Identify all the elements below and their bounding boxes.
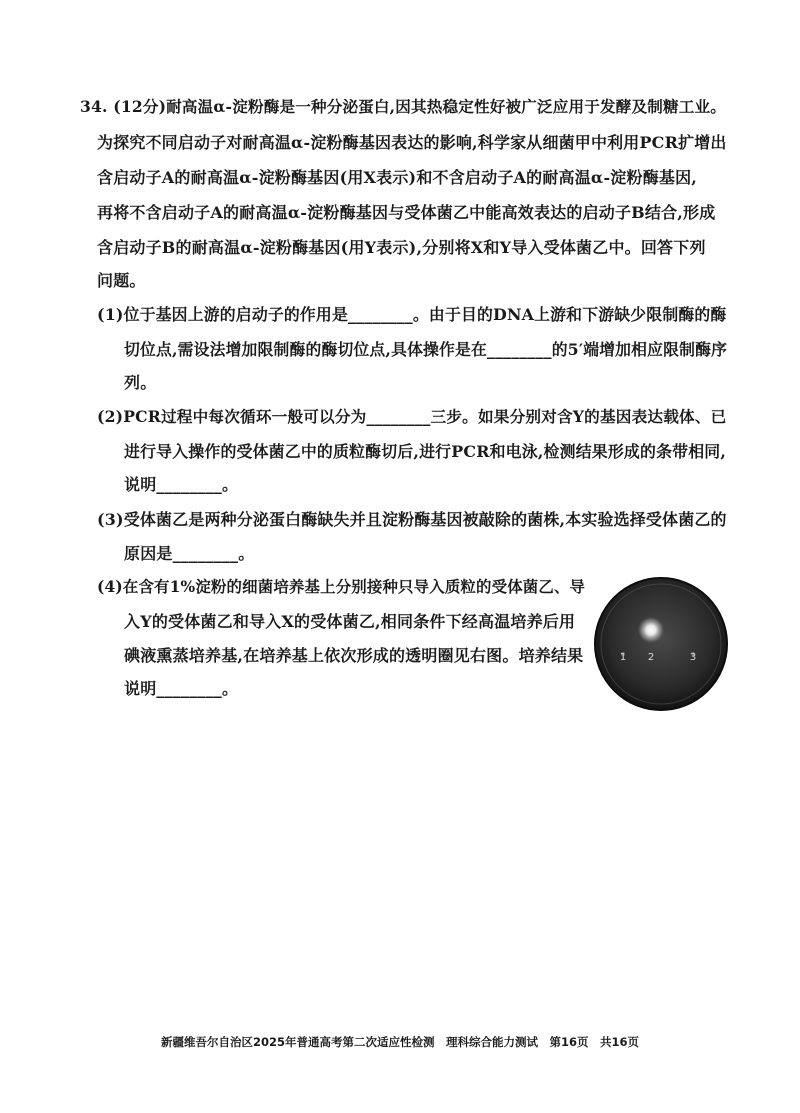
subquestion-4-line: 说明________。 xyxy=(124,679,239,698)
subquestion-2-line: 说明________。 xyxy=(124,475,239,494)
subquestion-4-line: 碘液熏蒸培养基,在培养基上依次形成的透明圈见右图。培养结果 xyxy=(124,646,584,665)
subquestion-4-line: (4)在含有1%淀粉的细菌培养基上分别接种只导入质粒的受体菌乙、导 xyxy=(97,578,586,596)
subquestion-3-line: 原因是________。 xyxy=(124,544,255,563)
question-line: 34. (12分)耐高温α-淀粉酶是一种分泌蛋白,因其热稳定性好被广泛应用于发酵及制糖工业。 xyxy=(80,97,726,116)
subquestion-1-line: 列。 xyxy=(124,373,157,392)
dish-label-3: 3 xyxy=(689,652,697,663)
question-line: 含启动子B的耐高温α-淀粉酶基因(用Y表示),分别将X和Y导入受体菌乙中。回答下列 xyxy=(97,238,706,257)
clear-zone-2 xyxy=(637,616,665,644)
petri-dish-figure xyxy=(593,576,729,712)
subquestion-3-line: (3)受体菌乙是两种分泌蛋白酶缺失并且淀粉酶基因被敲除的菌株,本实验选择受体菌乙的 xyxy=(97,510,727,529)
subquestion-4-line: 入Y的受体菌乙和导入X的受体菌乙,相同条件下经高温培养后用 xyxy=(124,612,576,631)
subquestion-2-line: (2)PCR过程中每次循环一般可以分为________三步。如果分别对含Y的基因表达载体、已 xyxy=(97,407,727,426)
dish-label-1: 1 xyxy=(619,652,627,663)
dish-label-2: 2 xyxy=(647,652,655,663)
question-line: 为探究不同启动子对耐高温α-淀粉酶基因表达的影响,科学家从细菌甲中利用PCR扩增出 xyxy=(97,133,727,152)
subquestion-2-line: 进行导入操作的受体菌乙中的质粒酶切后,进行PCR和电泳,检测结果形成的条带相同, xyxy=(124,442,727,461)
page-footer: 新疆维吾尔自治区2025年普通高考第二次适应性检测 理科综合能力测试 第16页 共16页 xyxy=(160,1035,639,1049)
question-line: 含启动子A的耐高温α-淀粉酶基因(用X表示)和不含启动子A的耐高温α-淀粉酶基因, xyxy=(97,168,698,187)
question-line: 问题。 xyxy=(97,271,146,290)
subquestion-1-line: (1)位于基因上游的启动子的作用是________。由于目的DNA上游和下游缺少限制酶的酶 xyxy=(97,305,727,324)
subquestion-1-line: 切位点,需设法增加限制酶的酶切位点,具体操作是在________的5′端增加相应限制酶序 xyxy=(124,340,728,359)
dish-plate xyxy=(595,578,727,710)
question-line: 再将不含启动子A的耐高温α-淀粉酶基因与受体菌乙中能高效表达的启动子B结合,形成 xyxy=(97,203,716,222)
